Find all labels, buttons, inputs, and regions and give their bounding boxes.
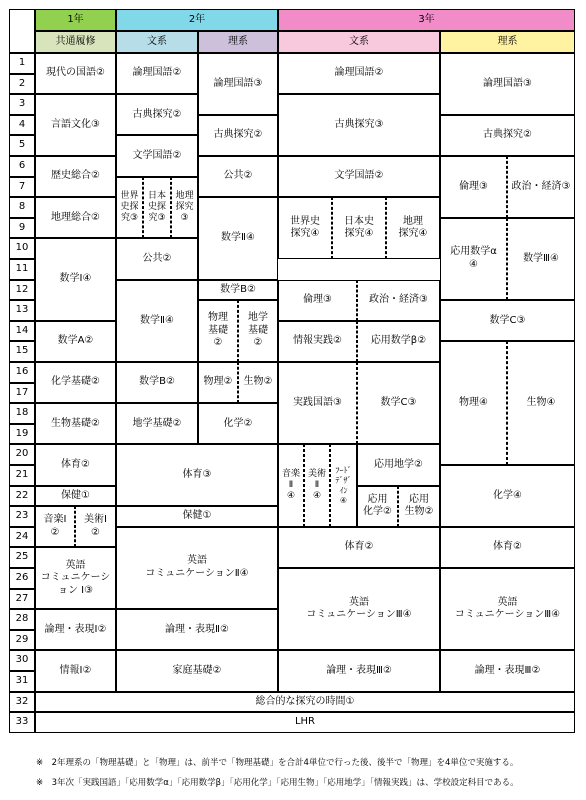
y2-eigo: 英語 コミュニケーションⅡ④ [116,527,278,609]
row-number: 2 [9,74,35,95]
y1-gendai: 現代の国語② [35,53,116,94]
y2-kokyo-b: 公共② [116,238,198,279]
row-number: 20 [9,444,35,465]
y2-chigaku-kiso: 地学 基礎 ② [238,300,278,362]
y3-taiiku-r: 体育② [440,527,575,568]
y3-oyo-beta: 応用数学β② [357,321,440,362]
header-year2: 2年 [116,9,278,31]
y2-ronri-kokugo-r: 論理国語③ [198,53,278,115]
header-bunkei2: 文系 [116,31,198,53]
y3-butsuri: 物理④ [440,341,507,465]
y3-ongaku: 音楽 Ⅱ ④ [278,444,304,526]
y1-kagaku: 化学基礎② [35,362,116,403]
y3-kagaku: 化学④ [440,465,575,527]
y2-kagaku: 化学② [198,403,278,444]
y1-ongaku: 音楽Ⅰ ② [35,506,75,547]
y2-katei: 家庭基礎② [116,650,278,691]
y2-koten-r: 古典探究② [198,115,278,156]
y3-sekaishi: 世界史 探究④ [278,197,332,259]
y2-hoken: 保健① [116,506,278,527]
note-2: ※ 3年次「実践国語」「応用数学α」「応用数学β」「応用化学」「応用生物」「応用地学」「情報実践」は、学校設定科目である。 [36,778,519,788]
y2-ronri-kokugo-b: 論理国語② [116,53,198,94]
header-year1: 1年 [35,9,116,31]
row-number: 18 [9,403,35,424]
row-number: 29 [9,630,35,651]
note-1: ※ 2年理系の「物理基礎」と「物理」は、前半で「物理基礎」を合計4単位で行った後、後半で「物理」を4単位で実施する。 [36,758,519,768]
y3-ronri-kokugo-r: 論理国語③ [440,53,575,115]
y3-ronri-kokugo-b: 論理国語② [278,53,440,94]
y3-oyo-alpha: 応用数学α ④ [440,218,507,300]
row-number: 10 [9,238,35,259]
y2-ronri: 論理・表現Ⅱ② [116,609,278,650]
y1-bijutsu: 美術Ⅰ ② [75,506,116,547]
y1-hoken: 保健① [35,486,116,507]
row-number: 32 [9,692,35,713]
row-number: 23 [9,506,35,527]
y3-seiji-r: 政治・経済③ [507,156,575,218]
row-number: 26 [9,568,35,589]
y1-seibutsu: 生物基礎② [35,403,116,444]
row-number: 25 [9,547,35,568]
y3-jissen-kokugo: 実践国語③ [278,362,357,444]
y1-rekishi: 歴史総合② [35,156,116,197]
y3-seibutsu: 生物④ [507,341,575,465]
y3-sugaku3: 数学Ⅲ④ [507,218,575,300]
row-number: 5 [9,135,35,156]
y2-kokyo-r: 公共② [198,156,278,197]
y2-bungaku-b: 文学国語② [116,135,198,176]
y1-eigo: 英語 コミュニケーション Ⅰ③ [35,547,116,609]
row-number: 19 [9,424,35,445]
y3-sugakuC-r: 数学C③ [440,300,575,341]
y2-sugakuB-b: 数学B② [116,362,198,403]
y1-sugaku1: 数学Ⅰ④ [35,238,116,320]
sogo-tankyu: 総合的な探究の時間① [35,692,575,713]
y2-sugaku2-r: 数学Ⅱ④ [198,197,278,279]
row-number: 9 [9,218,35,239]
header-year3: 3年 [278,9,575,31]
y2-chiri-tan: 地理 探究 ③ [171,177,198,239]
row-number: 33 [9,712,35,733]
row-number: 4 [9,115,35,136]
y3-ronri-r: 論理・表現Ⅲ② [440,650,575,691]
row-number: 7 [9,177,35,198]
y3-food: ﾌｰﾄﾞ ﾃﾞｻﾞ ｲﾝ ④ [330,444,357,526]
row-number: 24 [9,527,35,548]
row-number: 11 [9,259,35,280]
row-number: 28 [9,609,35,630]
y2-chigaku-kiso-b: 地学基礎② [116,403,198,444]
y1-sugakuA: 数学A② [35,321,116,362]
y2-butsuri-kiso: 物理 基礎 ② [198,300,238,362]
header-rikei3: 理系 [440,31,575,53]
y2-koten-b: 古典探究② [116,94,198,135]
y3-bijutsu: 美術 Ⅱ ④ [304,444,330,526]
y2-sugaku2-b: 数学Ⅱ④ [116,280,198,362]
y1-joho: 情報Ⅰ② [35,650,116,691]
y3-oyo-seibutsu: 応用 生物② [398,486,440,527]
y2-butsuri: 物理② [198,362,238,403]
row-number: 27 [9,589,35,610]
y3-oyo-chigaku: 応用地学② [357,444,440,485]
row-number: 31 [9,671,35,692]
y2-nihonshi: 日本 史探 究③ [143,177,171,239]
y3-eigo-b: 英語 コミュニケーションⅢ④ [278,568,440,650]
y1-ronri: 論理・表現Ⅰ② [35,609,116,650]
y3-oyo-kagaku: 応用 化学② [357,486,398,527]
row-number: 6 [9,156,35,177]
row-number: 30 [9,650,35,671]
y3-ronri-b: 論理・表現Ⅲ② [278,650,440,691]
row-number: 22 [9,486,35,507]
y2-sugakuB-r: 数学B② [198,280,278,301]
row-number: 21 [9,465,35,486]
header-common: 共通履修 [35,31,116,53]
row-number: 1 [9,53,35,74]
header-rikei2: 理系 [198,31,278,53]
y3-seiji-b: 政治・経済③ [357,280,440,321]
y3-sugakuC-b: 数学C③ [357,362,440,444]
y2-seibutsu: 生物② [238,362,278,403]
y3-bungaku: 文学国語② [278,156,440,197]
row-number: 16 [9,362,35,383]
header-corner [9,9,35,53]
row-number: 17 [9,383,35,404]
y3-joho-jissen: 情報実践② [278,321,357,362]
y3-koten-b: 古典探究③ [278,94,440,156]
y1-gengo: 言語文化③ [35,94,116,156]
y3-rinri-r: 倫理③ [440,156,507,218]
lhr: LHR [35,712,575,733]
y3-eigo-r: 英語 コミュニケーションⅢ④ [440,568,575,650]
y3-rinri-b: 倫理③ [278,280,357,321]
y2-taiiku: 体育③ [116,444,278,506]
y1-taiiku: 体育② [35,444,116,485]
row-number: 15 [9,341,35,362]
y2-sekaishi: 世界 史探 究③ [116,177,143,239]
row-number: 13 [9,300,35,321]
y3-koten-r: 古典探究② [440,115,575,156]
y3-taiiku-b: 体育② [278,527,440,568]
header-bunkei3: 文系 [278,31,440,53]
y3-chiri: 地理 探究④ [386,197,440,259]
y3-nihonshi: 日本史 探究④ [332,197,386,259]
row-number: 3 [9,94,35,115]
row-number: 8 [9,197,35,218]
row-number: 12 [9,280,35,301]
y1-chiri: 地理総合② [35,197,116,238]
row-number: 14 [9,321,35,342]
